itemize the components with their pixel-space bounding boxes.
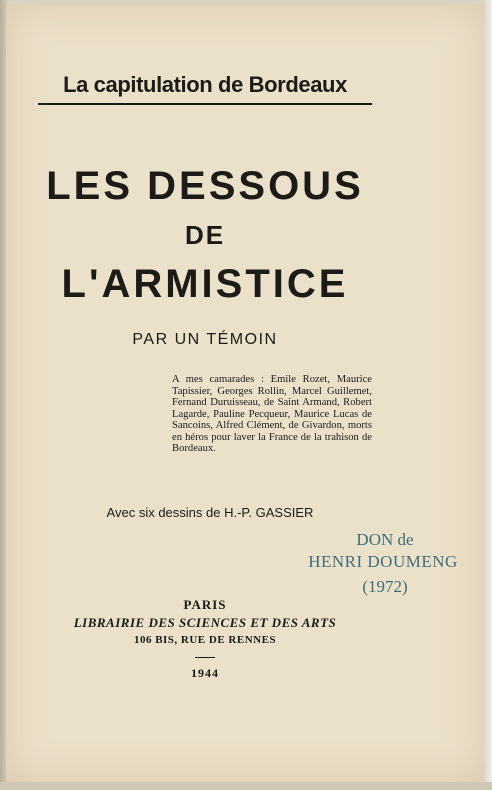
imprint-divider — [195, 657, 215, 658]
series-title-underline — [38, 103, 372, 105]
page-bottom-edge — [0, 782, 492, 790]
donation-stamp-line-1: DON de — [356, 530, 414, 549]
imprint-city: PARIS — [183, 597, 227, 612]
series-title: La capitulation de Bordeaux — [63, 72, 347, 97]
imprint-address: 106 BIS, RUE DE RENNES — [133, 634, 277, 646]
dedication-text: A mes camarades : Emile Rozet, Maurice Tapissier, Georges Rollin, Marcel Guillemet, Fernand Duruisseau, de Saint Armand, Robert Lagarde, Pauline Pecqueur, Maurice Lucas de Sancoins, Alfred Clément, de Givardon, morts en héros pour laver la France de la trahison de Bordeaux. — [172, 374, 372, 454]
title-line-2: DE — [184, 220, 226, 250]
illustrations-credit: Avec six dessins de H.-P. GASSIER — [106, 505, 314, 520]
title-line-1: LES DESSOUS — [46, 164, 364, 208]
author-line: PAR UN TÉMOIN — [132, 331, 278, 348]
donation-stamp-line-3: (1972) — [362, 577, 408, 596]
title-line-3: L'ARMISTICE — [61, 262, 349, 306]
imprint-year: 1944 — [191, 666, 219, 680]
imprint-publisher: LIBRAIRIE DES SCIENCES ET DES ARTS — [73, 615, 337, 630]
page-right-edge — [484, 0, 492, 790]
donation-stamp-line-2: HENRI DOUMENG — [308, 552, 458, 571]
